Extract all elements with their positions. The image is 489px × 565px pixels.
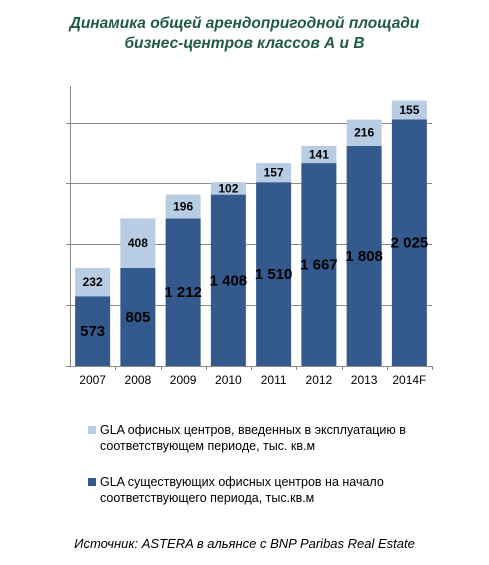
data-label-new-supply-2007: 232 bbox=[82, 275, 103, 290]
data-label-existing-2008: 805 bbox=[125, 309, 151, 326]
data-label-new-supply-2008: 408 bbox=[127, 236, 148, 251]
x-tick-label-2012: 2012 bbox=[305, 373, 333, 387]
legend bbox=[88, 422, 448, 526]
data-label-existing-2007: 573 bbox=[80, 323, 106, 341]
legend-item-new-supply bbox=[88, 422, 448, 454]
data-label-existing-2013: 1 808 bbox=[345, 247, 383, 265]
x-tick-label-2010: 2010 bbox=[215, 373, 242, 387]
data-label-new-supply-2010: 102 bbox=[218, 181, 239, 196]
legend-label-existing-stock: GLA существующих офисных центров на начало соответствующего периода, тыс.кв.м bbox=[100, 475, 384, 505]
source-note: Источник: ASTERA в альянсе с BNP Paribas Real Estate bbox=[74, 536, 415, 551]
x-tick-label-2007: 2007 bbox=[79, 373, 106, 387]
legend-swatch-existing-stock bbox=[88, 478, 96, 486]
data-label-new-supply-2012: 141 bbox=[308, 147, 329, 162]
chart-title-line-2: бизнес-центров классов А и В bbox=[124, 35, 365, 52]
data-label-existing-2009: 1 212 bbox=[164, 284, 202, 302]
data-label-new-supply-2014F: 155 bbox=[399, 103, 420, 118]
data-label-existing-2014F: 2 025 bbox=[390, 234, 429, 252]
x-tick-label-2014F: 2014F bbox=[392, 373, 427, 387]
legend-swatch-new-supply bbox=[88, 426, 96, 434]
x-tick-label-2008: 2008 bbox=[124, 373, 152, 387]
data-label-existing-2010: 1 408 bbox=[209, 272, 248, 290]
legend-item-existing-stock bbox=[88, 474, 448, 506]
legend-label-new-supply: GLA офисных центров, введенных в эксплуатацию в соответствующем периоде, тыс. кв.м bbox=[100, 423, 406, 453]
data-label-new-supply-2011: 157 bbox=[263, 165, 284, 180]
data-label-new-supply-2009: 196 bbox=[173, 199, 194, 214]
x-tick-label-2011: 2011 bbox=[260, 373, 287, 387]
x-tick-label-2009: 2009 bbox=[169, 373, 197, 387]
x-tick-label-2013: 2013 bbox=[350, 373, 378, 387]
data-label-existing-2011: 1 510 bbox=[254, 266, 293, 284]
data-label-new-supply-2013: 216 bbox=[354, 125, 375, 140]
chart-title-line-1: Динамика общей арендопригодной площади bbox=[69, 15, 420, 32]
data-label-existing-2012: 1 667 bbox=[300, 256, 338, 274]
